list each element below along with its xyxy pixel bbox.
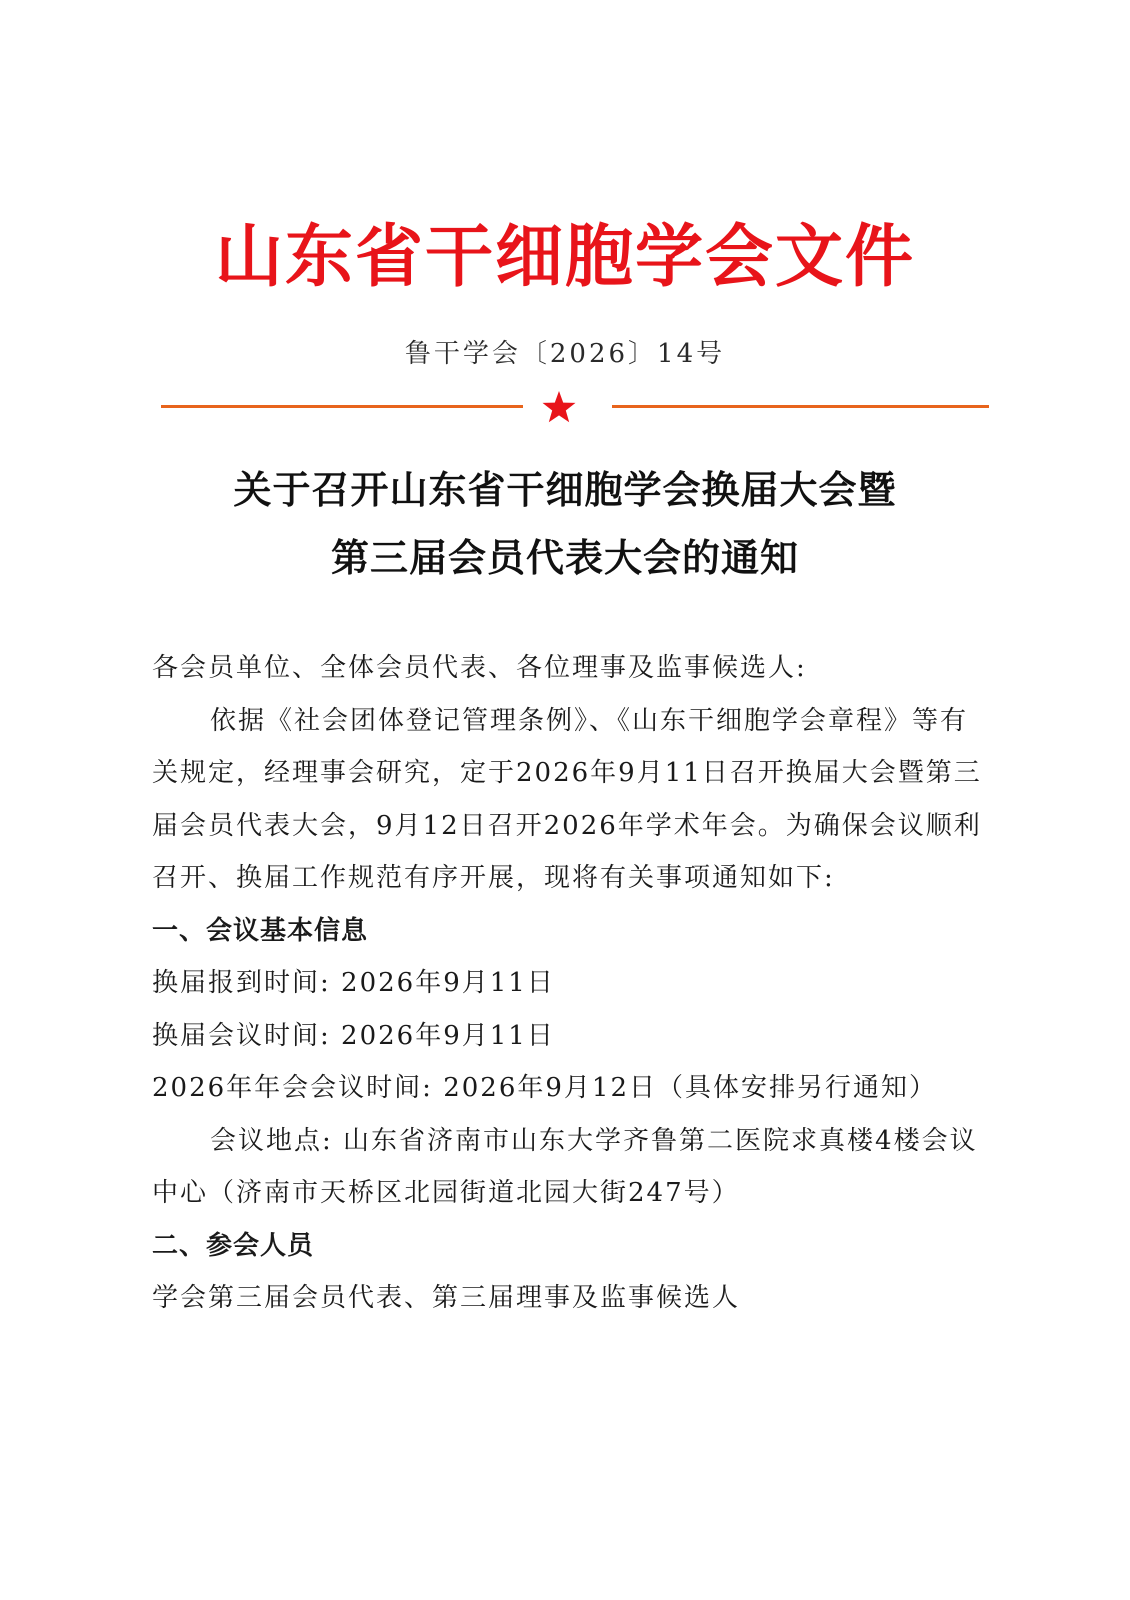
section-1-heading: 一、会议基本信息 (152, 915, 369, 946)
attendees: 学会第三届会员代表、第三届理事及监事候选人 (152, 1283, 741, 1313)
notice-body (152, 642, 992, 1325)
registration-time: 换届报到时间: 2026年9月11日 (152, 968, 555, 998)
star-icon (541, 390, 577, 424)
header-divider (161, 392, 989, 422)
meeting-location: 会议地点: 山东省济南市山东大学齐鲁第二医院求真楼4楼会议中心（济南市天桥区北园街道北园大街247号） (152, 1125, 978, 1208)
divider-line-left (161, 405, 523, 408)
divider-line-right (612, 405, 989, 408)
org-document-header: 山东省干细胞学会文件 (214, 217, 915, 297)
salutation: 各会员单位、全体会员代表、各位理事及监事候选人: (152, 653, 807, 683)
intro-paragraph: 依据《社会团体登记管理条例》、《山东干细胞学会章程》等有关规定，经理事会研究，定于2026年9月11日召开换届大会暨第三届会员代表大会，9月12日召开2026年学术年会。为确保会议顺利召开、换届工作规范有序开展，现将有关事项通知如下: (152, 705, 982, 893)
annual-meeting-time: 2026年年会会议时间: 2026年9月12日（具体安排另行通知） (152, 1073, 937, 1103)
notice-title-line-1: 关于召开山东省干细胞学会换届大会暨 (233, 467, 897, 512)
notice-title (0, 456, 1130, 592)
notice-title-line-2: 第三届会员代表大会的通知 (330, 535, 799, 580)
document-number: 鲁干学会〔2026〕14号 (404, 339, 726, 369)
section-2-heading: 二、参会人员 (152, 1230, 315, 1261)
meeting-time: 换届会议时间: 2026年9月11日 (152, 1020, 555, 1051)
